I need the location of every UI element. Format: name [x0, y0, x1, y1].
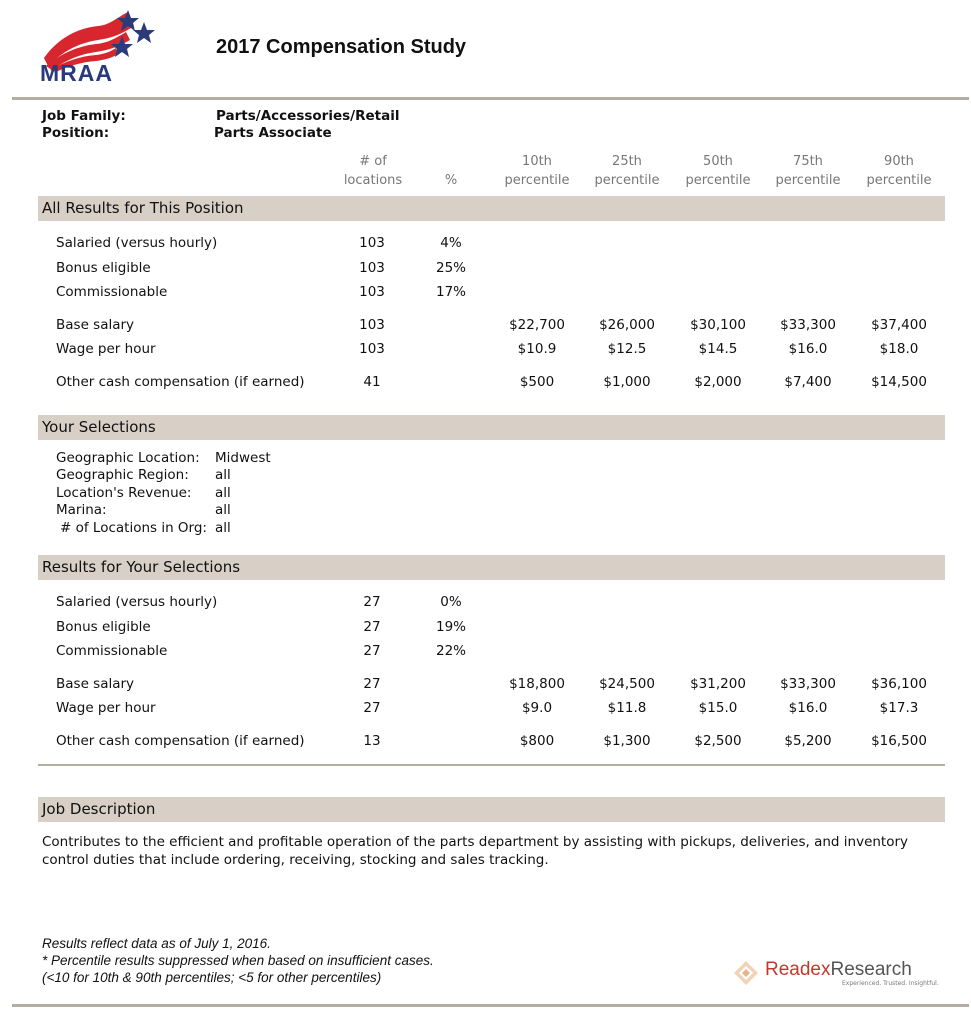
locations-count: 13	[363, 733, 381, 749]
readex-tagline: Experienced. Trusted. Insightful.	[842, 980, 939, 987]
percentile-p10-value: $9.0	[521, 700, 553, 716]
percentile-p75-value: $33,300	[780, 317, 836, 333]
position-value: Parts Associate	[214, 125, 332, 141]
percentile-p90-value: $18.0	[879, 341, 919, 357]
percentile-p25-value: $24,500	[599, 676, 655, 692]
footnote-line: * Percentile results suppressed when based on insufficient cases.	[42, 953, 434, 968]
readex-logo-text: ReadexResearch	[765, 959, 912, 980]
percent-value: 17%	[435, 284, 466, 300]
row-label: Other cash compensation (if earned)	[56, 733, 305, 749]
section-all-results	[38, 196, 945, 221]
col-p25: 25th percentile	[594, 154, 660, 188]
percentile-p90-value: $14,500	[871, 374, 927, 390]
locations-count: 27	[363, 643, 381, 659]
locations-count: 27	[363, 676, 381, 692]
percentile-p75-value: $7,400	[784, 374, 832, 390]
percent-value: 0%	[440, 594, 462, 610]
percentile-p10-value: $500	[519, 374, 555, 390]
job-family-value: Parts/Accessories/Retail	[216, 108, 400, 124]
percentile-p90-value: $17.3	[879, 700, 919, 716]
row-label: Salaried (versus hourly)	[56, 594, 218, 610]
job-family-label: Job Family:	[42, 108, 126, 124]
row-label: Bonus eligible	[56, 619, 151, 635]
locations-count: 103	[359, 284, 385, 300]
section-your-results	[38, 555, 945, 580]
section-heading: Results for Your Selections	[42, 558, 241, 576]
locations-count: 27	[363, 619, 381, 635]
percentile-p50-value: $2,000	[694, 374, 742, 390]
col-p50: 50th percentile	[685, 154, 751, 188]
footer-divider	[12, 1004, 969, 1007]
percentile-p75-value: $16.0	[788, 341, 828, 357]
mraa-logo	[38, 8, 158, 86]
percent-value: 4%	[440, 235, 462, 251]
percentile-p10-value: $10.9	[517, 341, 557, 357]
section-heading: Job Description	[42, 800, 156, 818]
logo-text: MRAA	[40, 60, 113, 86]
locations-count: 41	[363, 374, 381, 390]
selections-list	[56, 450, 271, 537]
selection-item: Geographic Region: all	[56, 467, 231, 484]
locations-count: 27	[363, 594, 381, 610]
footnote-line: Results reflect data as of July 1, 2016.	[42, 936, 271, 951]
percentile-p10-value: $22,700	[509, 317, 565, 333]
percent-value: 25%	[435, 260, 466, 276]
header-divider	[12, 97, 969, 100]
percent-value: 19%	[435, 619, 466, 635]
results-divider	[38, 764, 945, 766]
percentile-p50-value: $31,200	[690, 676, 746, 692]
percentile-p50-value: $14.5	[698, 341, 738, 357]
percentile-p25-value: $26,000	[599, 317, 655, 333]
section-heading: Your Selections	[42, 418, 156, 436]
locations-count: 103	[359, 341, 385, 357]
job-description-text: Contributes to the efficient and profitable operation of the parts department by assisting with pickups, deliveries, and inventory control duties that include ordering, receiving, stocking and sales tracking.	[42, 834, 909, 868]
selection-item: Geographic Location: Midwest	[56, 450, 271, 466]
footnote-line: (<10 for 10th & 90th percentiles; <5 for other percentiles)	[42, 970, 382, 985]
percentile-p90-value: $16,500	[871, 733, 927, 749]
col-pct: %	[444, 173, 458, 188]
col-p90: 90th percentile	[866, 154, 932, 188]
percentile-p75-value: $16.0	[788, 700, 828, 716]
percentile-p10-value: $18,800	[509, 676, 565, 692]
selection-item: # of Locations in Org: all	[60, 519, 231, 536]
locations-count: 103	[359, 235, 385, 251]
selection-item: Location's Revenue: all	[56, 484, 231, 501]
col-p10: 10th percentile	[504, 154, 570, 188]
percentile-p50-value: $2,500	[694, 733, 742, 749]
section-job-description	[38, 797, 945, 822]
locations-count: 103	[359, 317, 385, 333]
row-label: Wage per hour	[56, 700, 156, 716]
selection-item: Marina: all	[56, 502, 231, 519]
percent-value: 22%	[435, 643, 466, 659]
readex-diamond-icon	[733, 960, 759, 986]
percentile-p50-value: $30,100	[690, 317, 746, 333]
row-label: Wage per hour	[56, 341, 156, 357]
position-label: Position:	[42, 125, 110, 141]
row-label: Base salary	[56, 676, 135, 692]
row-label: Other cash compensation (if earned)	[56, 374, 305, 390]
section-selections	[38, 415, 945, 440]
percentile-p10-value: $800	[519, 733, 555, 749]
percentile-p75-value: $33,300	[780, 676, 836, 692]
percentile-p25-value: $1,300	[603, 733, 651, 749]
col-p75: 75th percentile	[775, 154, 841, 188]
page-title: 2017 Compensation Study	[216, 36, 467, 58]
locations-count: 103	[359, 260, 385, 276]
footnotes	[42, 935, 434, 986]
locations-count: 27	[363, 700, 381, 716]
percentile-p90-value: $37,400	[871, 317, 927, 333]
row-label: Commissionable	[56, 643, 168, 659]
row-label: Bonus eligible	[56, 260, 151, 276]
row-label: Salaried (versus hourly)	[56, 235, 218, 251]
col-locations: # of locations	[343, 154, 403, 188]
percentile-p75-value: $5,200	[784, 733, 832, 749]
percentile-p25-value: $12.5	[607, 341, 647, 357]
section-heading: All Results for This Position	[42, 199, 244, 217]
row-label: Base salary	[56, 317, 135, 333]
row-label: Commissionable	[56, 284, 168, 300]
percentile-p90-value: $36,100	[871, 676, 927, 692]
percentile-p25-value: $1,000	[603, 374, 651, 390]
percentile-p25-value: $11.8	[607, 700, 647, 716]
percentile-p50-value: $15.0	[698, 700, 738, 716]
